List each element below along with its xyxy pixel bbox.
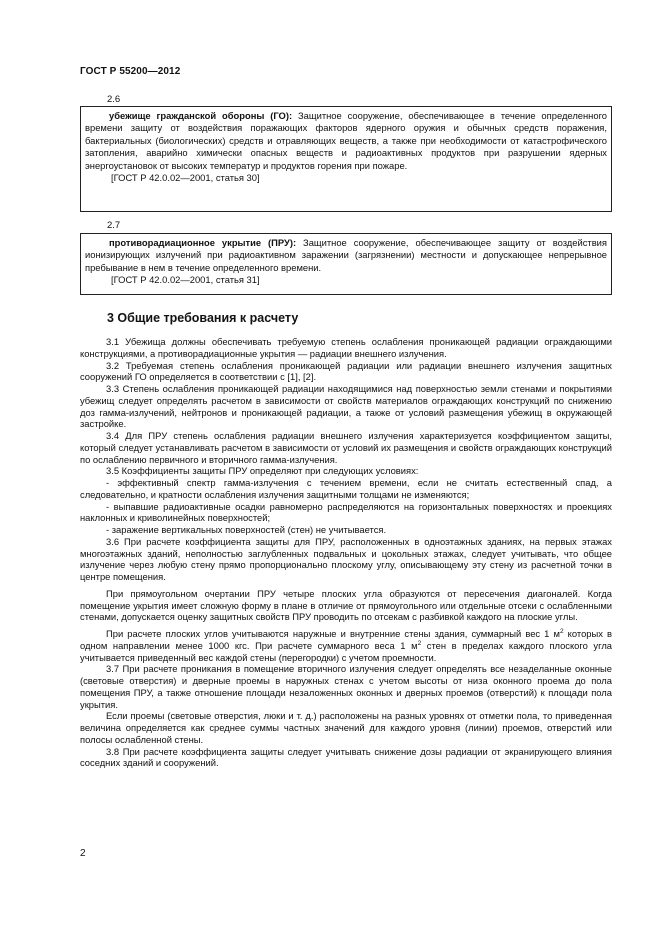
definition-term: убежище гражданской обороны (ГО): (109, 110, 293, 121)
paragraph-3-4: 3.4 Для ПРУ степень ослабления радиации внешнего излучения характеризуется коэффициентом защиты, который следует устанавливать расчетом в зависимости от условий их размещения и свойств ограждающих конструкций по ослаблению первичного и вторичного гамма-излучения. (80, 430, 612, 465)
list-item: - эффективный спектр гамма-излучения с течением времени, если не считать естественный спад, а следовательно, и кратности ослабления излучения защитными толщами не изменяются; (80, 477, 612, 500)
document-header: ГОСТ Р 55200—2012 (80, 66, 181, 77)
paragraph-text: стен в пределах каждого плоского угла учитывается приведенный вес каждой стены (перегородки) с учетом проемности. (80, 639, 613, 663)
definition-text: Защитное сооружение, обеспечивающее защиту от воздействия ионизирующих излучений при радиоактивном заражении (загрязнении) местности и допускающее непрерывное пребывание в нем в течение определенного времени. (85, 237, 607, 273)
paragraph-3-1: 3.1 Убежища должны обеспечивать требуемую степень ослабления проникающей радиации ограждающими конструкциями, а противорадиационные укрытия — радиации внешнего излучения. (80, 336, 612, 359)
paragraph-3-6-continued: При прямоугольном очертании ПРУ четыре плоских угла образуются от пересечения диагоналей. Когда помещение укрытия имеет сложную форму в плане в отличие от прямоугольного или отдельные отсеки с ослабленными стенами, допускается оценку защитных свойств ПРУ проводить по отсекам с разбивкой каждого на плоские углы. (80, 587, 612, 623)
superscript: 2 (559, 627, 564, 635)
paragraph-text: которых в одном направлении менее 1000 кгс. При расчете суммарного веса 1 м (80, 628, 613, 651)
paragraph-3-3: 3.3 Степень ослабления проникающей радиации находящимися над поверхностью земли стенами и покрытиями убежищ следует определять расчетом в зависимости от свойств материалов ограждающих конструкций по снижению доз гамма-излучений, нейтронов и проникающей радиации, а также от условий размещения убежищ в окружающей застройке. (80, 383, 612, 430)
definition-number: 2.7 (107, 220, 121, 231)
list-item: - выпавшие радиоактивные осадки равномерно распределяются на горизонтальных поверхностях и проекциях наклонных и криволинейных поверхностей; (80, 500, 612, 524)
definition-number: 2.6 (107, 94, 121, 105)
superscript: 2 (417, 639, 422, 647)
paragraph-3-2: 3.2 Требуемая степень ослабления проникающей радиации или радиации внешнего излучения защитных сооружений ГО определяется в соответствии с [1], [2]. (80, 359, 612, 383)
definition-paragraph (85, 237, 607, 274)
definition-text: Защитное сооружение, обеспечивающее в течение определенного времени защиту от воздействия поражающих факторов ядерного оружия и обычных средств поражения, бактериальных (биологических) средств и отравляющих веществ, а также при необходимости от катастрофического затопления, аварийно химически опасных веществ и радиоактивных продуктов при разрушении ядерных энергоустановок от высоких температур и продуктов горения при пожаре. (85, 110, 608, 171)
section-body (80, 336, 612, 769)
definition-box (80, 106, 612, 212)
paragraph-3-5: 3.5 Коэффициенты защиты ПРУ определяют при следующих условиях: (106, 465, 419, 477)
definition-box (80, 233, 612, 295)
paragraph-3-6: 3.6 При расчете коэффициента защиты для ПРУ, расположенных в одноэтажных зданиях, на первых этажах многоэтажных зданий, неполностью заглубленных подвальных и цокольных этажах, следует учитывать, что общее излучение через любую стену прямо пропорционально плоскому углу, описывающему эту стену из расчетной точки в центре помещения. (80, 535, 612, 582)
definition-term: противорадиационное укрытие (ПРУ): (109, 237, 297, 248)
definition-reference: [ГОСТ Р 42.0.02—2001, статья 30] (111, 172, 260, 184)
definition-reference: [ГОСТ Р 42.0.02—2001, статья 31] (111, 274, 260, 286)
paragraph-3-6-walls (80, 628, 612, 663)
paragraph-3-7-continued: Если проемы (световые отверстия, люки и т. д.) расположены на разных уровнях от отметки пола, то приведенная величина определяется как среднее суммы частных значений для каждого уровня (линии) проемов, отверстий или полосы ослабленной стены. (80, 710, 612, 745)
list-item: - заражение вертикальных поверхностей (стен) не учитывается. (106, 524, 387, 535)
page-number: 2 (80, 848, 86, 859)
section-title: 3 Общие требования к расчету (107, 311, 299, 325)
paragraph-3-8: 3.8 При расчете коэффициента защиты следует учитывать снижение дозы радиации от экранирующего влияния соседних зданий и сооружений. (80, 745, 612, 769)
paragraph-text: При расчете плоских углов учитываются наружные и внутренние стены здания, суммарный вес 1 м (106, 628, 560, 639)
definition-paragraph (85, 110, 607, 172)
paragraph-3-7: 3.7 При расчете проникания в помещение вторичного излучения следует определять все незаделанные оконные (световые отверстия) и дверные проемы в наружных стенах с учетом высоты от низа оконного проема до пола помещения ПРУ, а также отношение площади незаложенных оконных и дверных проемов (отверстий) к площади пола укрытия. (80, 663, 612, 710)
